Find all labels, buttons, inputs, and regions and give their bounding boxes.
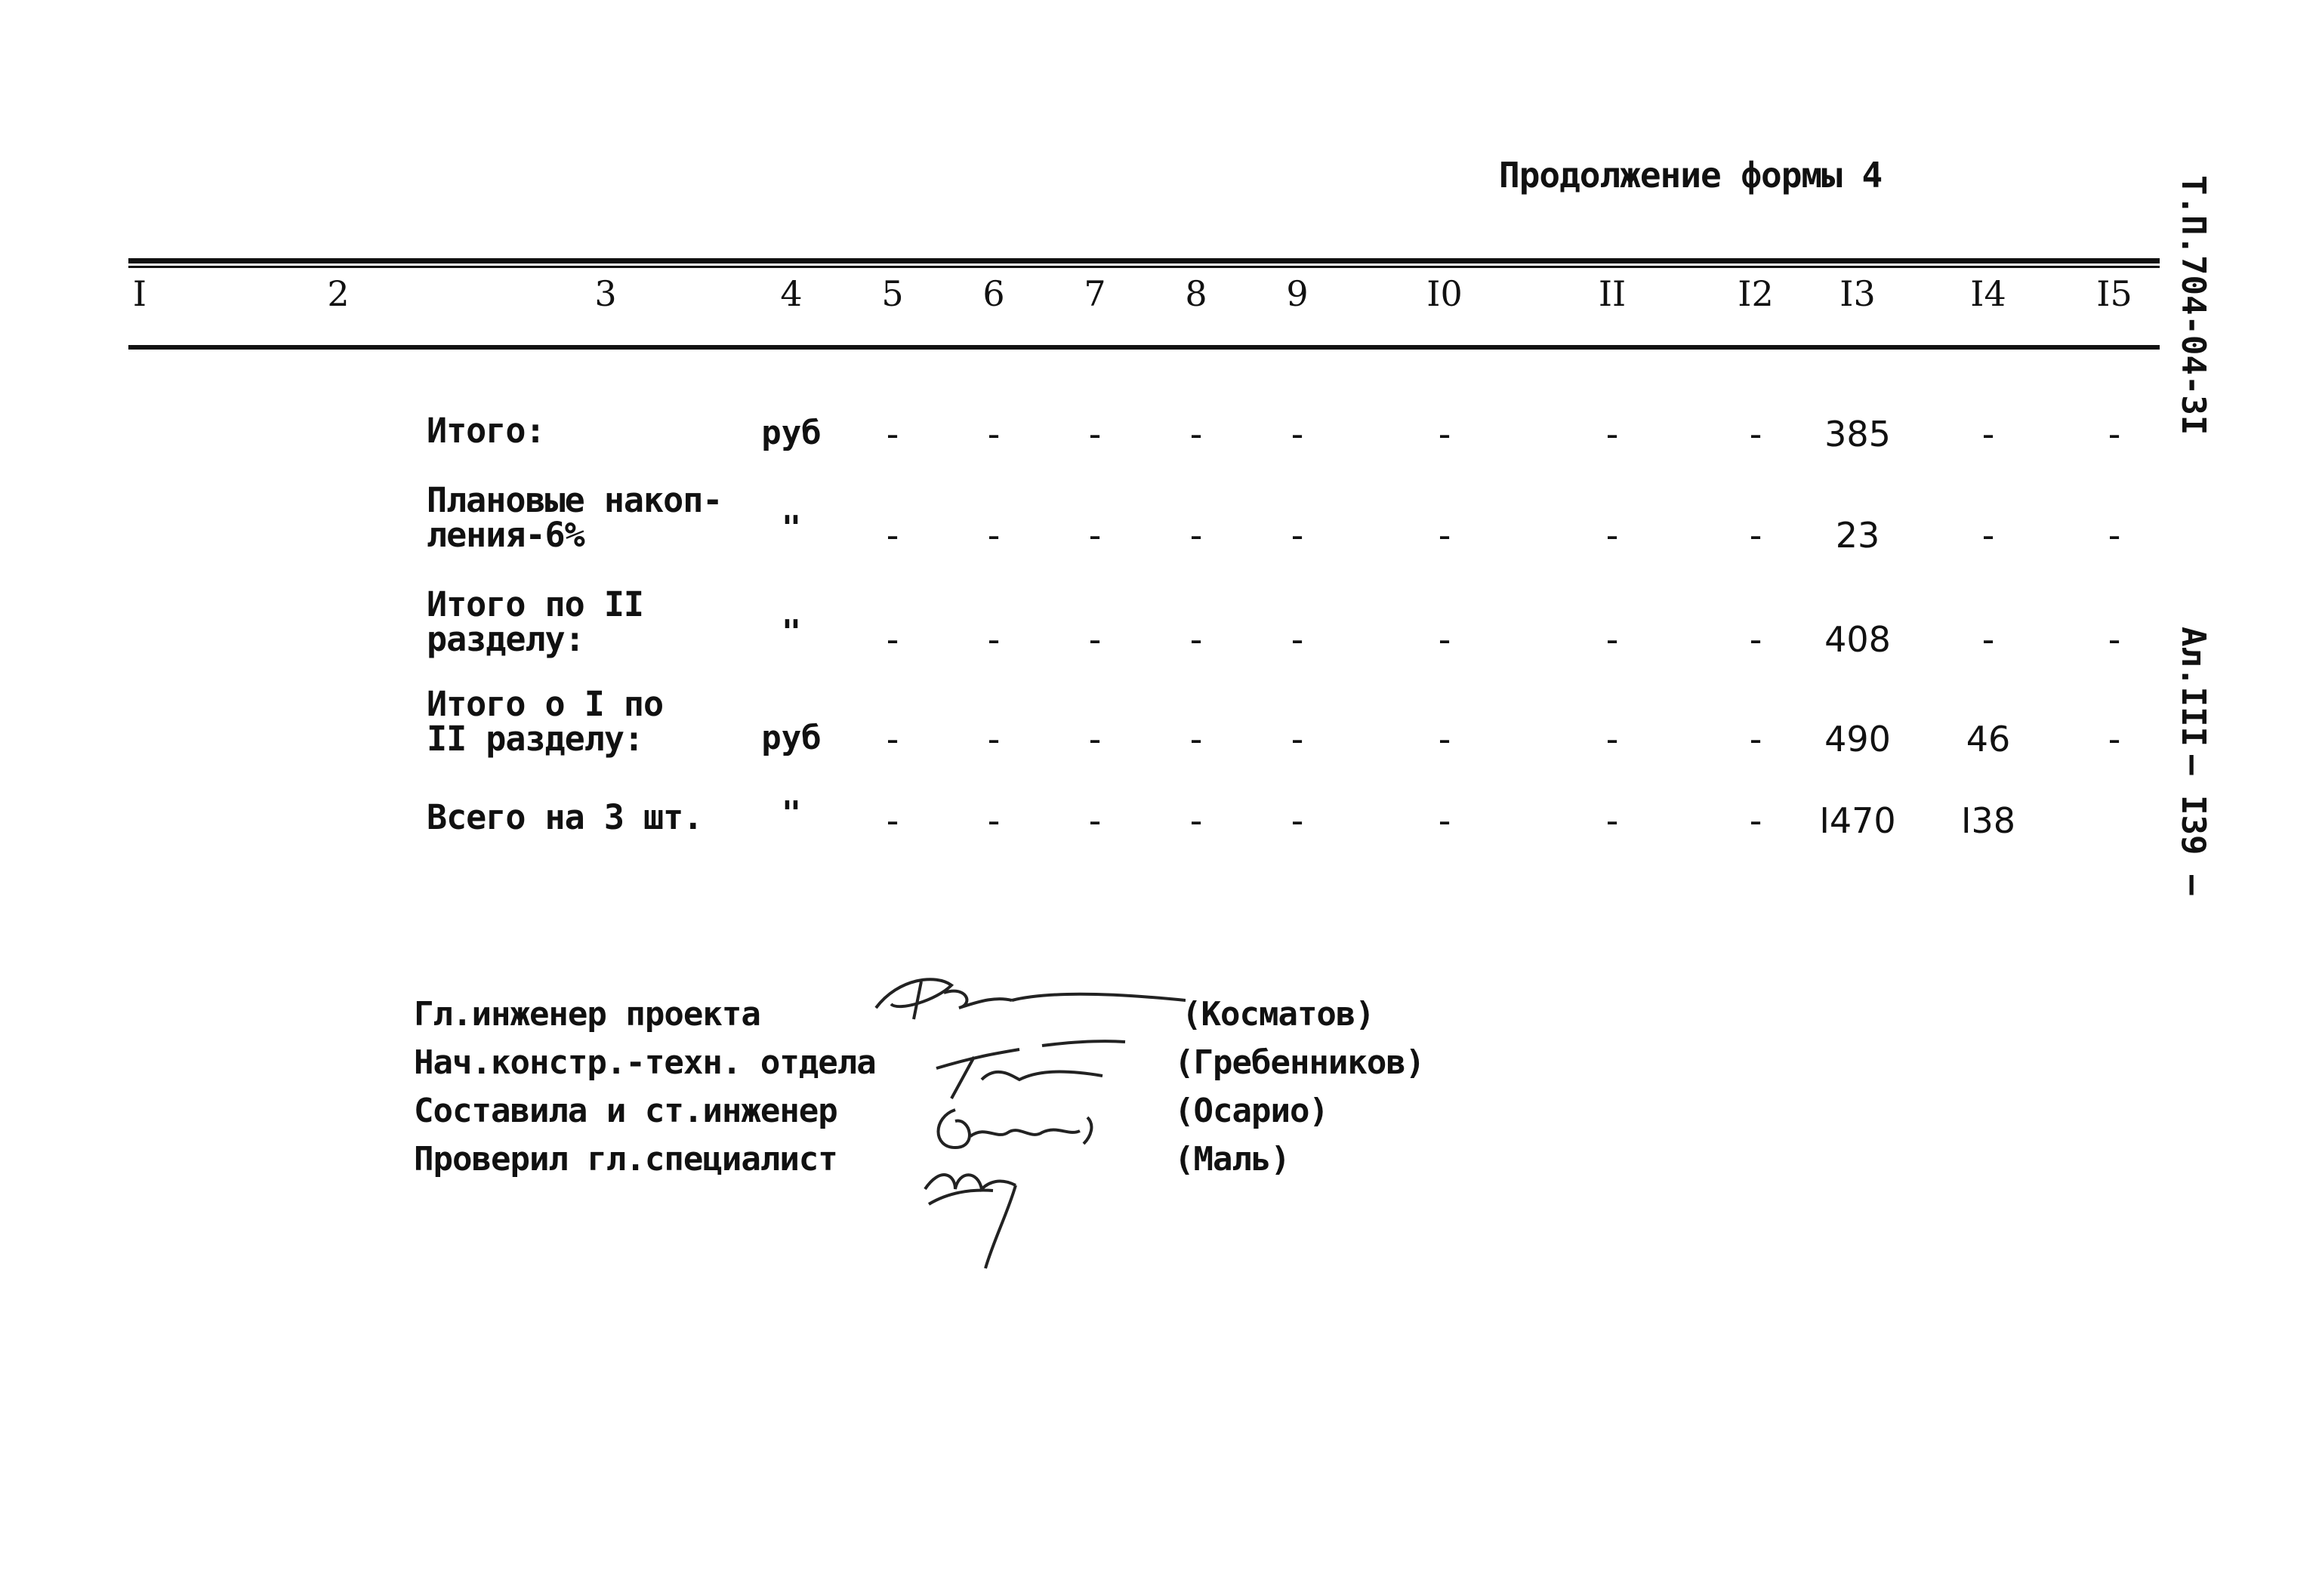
empty-cell-dash: -: [1749, 515, 1762, 556]
empty-cell-dash: -: [1605, 619, 1619, 660]
table-top-rule-thin: [128, 266, 2160, 268]
empty-cell-dash: -: [1088, 414, 1102, 454]
signatory-name: (Маль): [1174, 1140, 1290, 1179]
column-header: I0: [1426, 273, 1463, 314]
signature-osario: [925, 1095, 1121, 1163]
signature-grebennikov: [929, 1034, 1140, 1102]
row-unit: ": [781, 613, 802, 652]
empty-cell-dash: -: [1605, 515, 1619, 556]
empty-cell-dash: -: [1291, 414, 1304, 454]
empty-cell-dash: -: [1749, 619, 1762, 660]
column-header: 7: [1084, 273, 1106, 314]
column-header: I3: [1839, 273, 1876, 314]
empty-cell-dash: -: [1438, 515, 1451, 556]
row-label: [427, 584, 644, 659]
row-label: [427, 480, 723, 555]
signatory-role: Гл.инженер проекта: [414, 995, 760, 1034]
row-unit: руб: [761, 719, 822, 757]
row-label-line: Итого о I по: [427, 684, 664, 724]
empty-cell-dash: -: [1438, 619, 1451, 660]
signatory-role: Проверил гл.специалист: [414, 1140, 837, 1179]
empty-cell-dash: -: [1088, 619, 1102, 660]
row-label-line: Всего на 3 шт.: [427, 797, 703, 837]
empty-cell-dash: -: [1088, 719, 1102, 759]
empty-cell-dash: -: [1605, 719, 1619, 759]
empty-cell-dash: -: [1291, 515, 1304, 556]
row-unit: ": [781, 794, 802, 833]
empty-cell-dash: -: [1088, 800, 1102, 841]
column-header: I5: [2096, 273, 2132, 314]
row-label: [427, 797, 703, 837]
album-number: Ал.III: [2174, 627, 2213, 747]
signatory-name: (Осарио): [1174, 1092, 1328, 1130]
signatory-name: (Гребенников): [1174, 1043, 1425, 1082]
empty-cell-dash: -: [1749, 414, 1762, 454]
empty-cell-dash: -: [1605, 414, 1619, 454]
row-unit: ": [781, 509, 802, 547]
empty-cell-dash: -: [1749, 800, 1762, 841]
signature-mal: [917, 1159, 1053, 1272]
form-continuation-title: Продолжение формы 4: [1499, 155, 1883, 196]
empty-cell-dash: -: [1749, 719, 1762, 759]
column-header: 3: [594, 273, 617, 314]
signatory-role: Нач.констр.-техн. отдела: [414, 1043, 876, 1082]
column-header: II: [1598, 273, 1627, 314]
empty-cell-dash: -: [1291, 800, 1304, 841]
column-header: I2: [1738, 273, 1774, 314]
empty-cell-dash: -: [886, 414, 899, 454]
column-header: I: [132, 273, 147, 314]
column-header: I4: [1970, 273, 2006, 314]
table-top-rule: [128, 258, 2160, 263]
cell-value: I38: [1960, 800, 2016, 841]
empty-cell-dash: -: [2108, 619, 2121, 660]
empty-cell-dash: -: [1438, 414, 1451, 454]
empty-cell-dash: -: [1088, 515, 1102, 556]
row-label: [427, 684, 664, 759]
empty-cell-dash: -: [1981, 414, 1995, 454]
row-label: [427, 411, 545, 451]
cell-value: 408: [1824, 619, 1891, 660]
empty-cell-dash: -: [2108, 414, 2121, 454]
row-unit: руб: [761, 414, 822, 452]
row-label-line: II разделу:: [427, 719, 644, 759]
row-label-line: Плановые накоп-: [427, 480, 723, 520]
empty-cell-dash: -: [1189, 619, 1203, 660]
empty-cell-dash: -: [886, 515, 899, 556]
signatory-name: (Косматов): [1182, 995, 1374, 1034]
empty-cell-dash: -: [987, 800, 1001, 841]
column-header: 2: [327, 273, 350, 314]
empty-cell-dash: -: [886, 619, 899, 660]
cell-value: 385: [1824, 414, 1891, 454]
empty-cell-dash: -: [1291, 719, 1304, 759]
row-label-line: ления-6%: [427, 515, 584, 555]
empty-cell-dash: -: [1981, 515, 1995, 556]
cell-value: I470: [1819, 800, 1896, 841]
empty-cell-dash: -: [1438, 800, 1451, 841]
row-label-line: разделу:: [427, 619, 584, 659]
empty-cell-dash: -: [1438, 719, 1451, 759]
empty-cell-dash: -: [987, 515, 1001, 556]
empty-cell-dash: -: [886, 719, 899, 759]
cell-value: 46: [1966, 719, 2011, 759]
empty-cell-dash: -: [987, 619, 1001, 660]
empty-cell-dash: -: [987, 719, 1001, 759]
signatory-role: Составила и ст.инженер: [414, 1092, 837, 1130]
document-code: Т.П.704-04-3I: [2174, 175, 2213, 436]
cell-value: 490: [1824, 719, 1891, 759]
empty-cell-dash: -: [1189, 515, 1203, 556]
empty-cell-dash: -: [987, 414, 1001, 454]
row-label-line: Итого:: [427, 411, 545, 451]
empty-cell-dash: -: [1189, 800, 1203, 841]
empty-cell-dash: -: [1189, 414, 1203, 454]
empty-cell-dash: -: [886, 800, 899, 841]
column-header: 8: [1185, 273, 1207, 314]
empty-cell-dash: -: [1981, 619, 1995, 660]
empty-cell-dash: -: [1291, 619, 1304, 660]
column-header: 6: [982, 273, 1005, 314]
column-header: 5: [881, 273, 904, 314]
empty-cell-dash: -: [1605, 800, 1619, 841]
empty-cell-dash: -: [1189, 719, 1203, 759]
table-header-bottom-rule: [128, 345, 2160, 350]
signature-kosmatov: [868, 970, 1186, 1031]
row-label-line: Итого по II: [427, 584, 644, 624]
empty-cell-dash: -: [2108, 719, 2121, 759]
column-header: 9: [1286, 273, 1309, 314]
column-header: 4: [780, 273, 803, 314]
page-number: — I39 —: [2174, 755, 2213, 895]
cell-value: 23: [1835, 515, 1880, 556]
empty-cell-dash: -: [2108, 515, 2121, 556]
